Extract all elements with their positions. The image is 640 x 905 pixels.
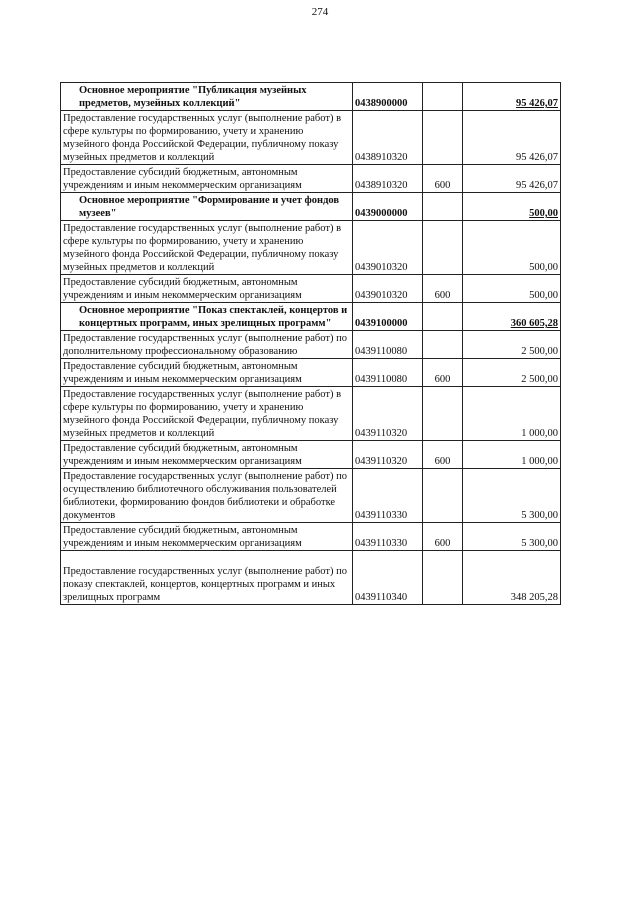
- row-name-cell: Предоставление государственных услуг (выполнение работ) в сфере культуры по формированию, учету и хранению музейного фонда Российской Федерации, публичному показу музейных предметов и коллекций: [61, 221, 353, 275]
- row-sum-cell: 2 500,00: [463, 359, 561, 387]
- row-sum-cell: 5 300,00: [463, 469, 561, 523]
- row-name-cell: Основное мероприятие "Показ спектаклей, концертов и концертных программ, иных зрелищных программ": [61, 303, 353, 331]
- row-sum-cell: 95 426,07: [463, 83, 561, 111]
- row-expense-type-cell: [423, 469, 463, 523]
- row-code-cell: 0439110080: [353, 331, 423, 359]
- row-sum-cell: 500,00: [463, 221, 561, 275]
- row-name-cell: Предоставление субсидий бюджетным, автономным учреждениям и иным некоммерческим организациям: [61, 441, 353, 469]
- subsidy-row: [61, 165, 561, 193]
- row-code-cell: 0439110330: [353, 469, 423, 523]
- row-code-cell: 0439110320: [353, 441, 423, 469]
- budget-table-body: [61, 83, 561, 605]
- service-row: [61, 551, 561, 605]
- row-expense-type-cell: [423, 303, 463, 331]
- row-expense-type-cell: 600: [423, 275, 463, 303]
- row-code-cell: 0439110340: [353, 551, 423, 605]
- service-row: [61, 387, 561, 441]
- row-code-cell: 0439110320: [353, 387, 423, 441]
- row-name-cell: Предоставление государственных услуг (выполнение работ) по показу спектаклей, концертов, концертных программ и иных зрелищных программ: [61, 551, 353, 605]
- row-expense-type-cell: [423, 551, 463, 605]
- row-expense-type-cell: [423, 221, 463, 275]
- row-code-cell: 0439100000: [353, 303, 423, 331]
- row-sum-cell: 1 000,00: [463, 387, 561, 441]
- row-sum-cell: 2 500,00: [463, 331, 561, 359]
- service-row: [61, 111, 561, 165]
- row-expense-type-cell: 600: [423, 165, 463, 193]
- row-sum-cell: 1 000,00: [463, 441, 561, 469]
- main-activity-row: [61, 193, 561, 221]
- row-expense-type-cell: [423, 83, 463, 111]
- row-sum-cell: 360 605,28: [463, 303, 561, 331]
- budget-table: [60, 82, 561, 605]
- row-name-cell: Предоставление субсидий бюджетным, автономным учреждениям и иным некоммерческим организациям: [61, 165, 353, 193]
- row-sum-cell: 5 300,00: [463, 523, 561, 551]
- row-sum-cell: 500,00: [463, 193, 561, 221]
- row-expense-type-cell: [423, 331, 463, 359]
- subsidy-row: [61, 275, 561, 303]
- row-name-cell: Предоставление государственных услуг (выполнение работ) в сфере культуры по формированию, учету и хранению музейного фонда Российской Федерации, публичному показу музейных предметов и коллекций: [61, 387, 353, 441]
- row-name-cell: Предоставление государственных услуг (выполнение работ) в сфере культуры по формированию, учету и хранению музейного фонда Российской Федерации, публичному показу музейных предметов и коллекций: [61, 111, 353, 165]
- row-name-cell: Основное мероприятие "Формирование и учет фондов музеев": [61, 193, 353, 221]
- row-expense-type-cell: 600: [423, 441, 463, 469]
- row-name-cell: Предоставление субсидий бюджетным, автономным учреждениям и иным некоммерческим организациям: [61, 523, 353, 551]
- main-activity-row: [61, 83, 561, 111]
- row-sum-cell: 95 426,07: [463, 111, 561, 165]
- row-sum-cell: 500,00: [463, 275, 561, 303]
- subsidy-row: [61, 523, 561, 551]
- row-code-cell: 0438900000: [353, 83, 423, 111]
- row-code-cell: 0439010320: [353, 221, 423, 275]
- row-expense-type-cell: 600: [423, 359, 463, 387]
- row-code-cell: 0439110330: [353, 523, 423, 551]
- subsidy-row: [61, 359, 561, 387]
- service-row: [61, 469, 561, 523]
- row-expense-type-cell: 600: [423, 523, 463, 551]
- service-row: [61, 221, 561, 275]
- row-name-cell: Основное мероприятие "Публикация музейных предметов, музейных коллекций": [61, 83, 353, 111]
- main-activity-row: [61, 303, 561, 331]
- row-sum-cell: 95 426,07: [463, 165, 561, 193]
- service-row: [61, 331, 561, 359]
- row-name-cell: Предоставление государственных услуг (выполнение работ) по осуществлению библиотечного обслуживания пользователей библиотеки, формированию фондов библиотеки и обработке документов: [61, 469, 353, 523]
- subsidy-row: [61, 441, 561, 469]
- row-code-cell: 0438910320: [353, 165, 423, 193]
- row-code-cell: 0439000000: [353, 193, 423, 221]
- row-name-cell: Предоставление субсидий бюджетным, автономным учреждениям и иным некоммерческим организациям: [61, 359, 353, 387]
- page-number: 274: [311, 6, 329, 18]
- row-sum-cell: 348 205,28: [463, 551, 561, 605]
- row-expense-type-cell: [423, 193, 463, 221]
- row-code-cell: 0439110080: [353, 359, 423, 387]
- row-name-cell: Предоставление субсидий бюджетным, автономным учреждениям и иным некоммерческим организациям: [61, 275, 353, 303]
- row-code-cell: 0438910320: [353, 111, 423, 165]
- row-expense-type-cell: [423, 387, 463, 441]
- row-name-cell: Предоставление государственных услуг (выполнение работ) по дополнительному профессиональному образованию: [61, 331, 353, 359]
- row-code-cell: 0439010320: [353, 275, 423, 303]
- row-expense-type-cell: [423, 111, 463, 165]
